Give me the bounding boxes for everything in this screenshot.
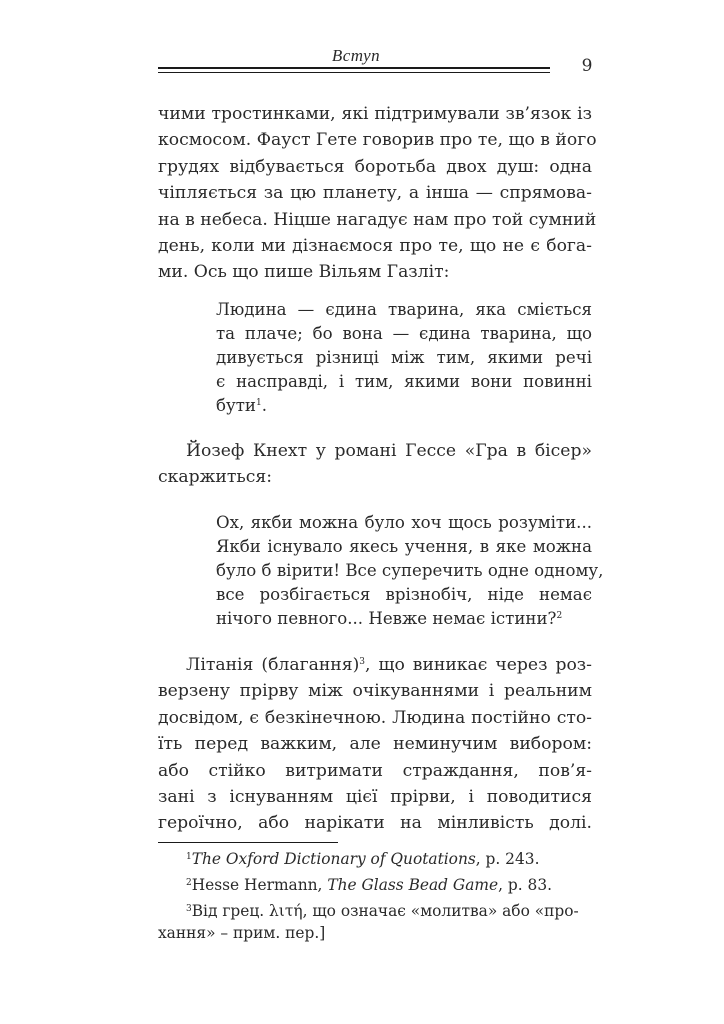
text-line: Йозеф Кнехт у романі Гессе «Гра в бісер»: [186, 441, 592, 461]
paragraph-1: [158, 101, 597, 286]
text-line: [158, 652, 592, 678]
footnote-mark: 1: [186, 852, 192, 862]
text-line: на в небеса. Ніцше нагадує нам про той сумний: [158, 209, 597, 230]
text-line: скаржиться:: [158, 467, 273, 488]
text-line: ми. Ось що пише Вільям Газліт:: [158, 262, 450, 283]
footnote-separator: [158, 842, 338, 843]
text-segment: , що виникає через роз-: [365, 655, 592, 675]
quote-text: бути: [216, 396, 256, 415]
text-line: їть перед важким, але неминучим вибором:: [158, 734, 592, 755]
footnote-ref-2: 2: [556, 611, 563, 621]
text-line: чими тростинками, які підтримували зв’язок із: [158, 104, 592, 124]
footnote-ref-3: 3: [359, 657, 366, 667]
paragraph-3: [158, 652, 592, 837]
footnote-author: Hesse Hermann,: [191, 876, 328, 894]
footnote-text: Від грец. λιτή, що означає «молитва» або «про-: [191, 902, 579, 920]
quote-line: Якби існувало якесь учення, в яке можна: [216, 537, 592, 556]
block-quote-1: [216, 298, 592, 418]
footnote-1: [186, 848, 539, 870]
quote-line: все розбігається врізнобіч, ніде немає: [216, 585, 592, 604]
text-line: зані з існуванням цієї прірви, і поводитися: [158, 787, 592, 808]
footnote-title: The Glass Bead Game: [327, 876, 499, 894]
text-line: грудях відбувається боротьба двох душ: одна: [158, 156, 592, 177]
page-number: 9: [581, 56, 593, 76]
text-line: верзену прірву між очікуваннями і реальним: [158, 681, 592, 702]
text-line: героїчно, або нарікати на мінливість долі.: [158, 813, 592, 834]
header-rule-thin: [158, 72, 550, 73]
footnote-text: , p. 83.: [498, 876, 553, 894]
quote-text: нічого певного... Невже немає істини?: [216, 609, 557, 628]
quote-line: Ох, якби можна було хоч щось розуміти...: [216, 513, 592, 532]
quote-line: є насправді, і тим, якими вони повинні: [216, 372, 592, 391]
quote-line: [216, 607, 592, 631]
quote-line: бути$^1$.: [216, 396, 268, 415]
text-line: день, коли ми дізнаємося про те, що не є бога-: [158, 236, 592, 257]
header-rule-thick: [158, 67, 550, 69]
text-line: досвідом, є безкінечною. Людина постійно сто-: [158, 707, 592, 728]
footnote-ref-1: 1: [256, 398, 262, 408]
paragraph-2: [158, 438, 592, 491]
quote-line: було б вірити! Все суперечить одне одному,: [216, 561, 604, 580]
footnote-3: [158, 900, 592, 944]
quote-line: дивується різниці між тим, якими речі: [216, 348, 592, 367]
footnote-mark: 2: [186, 878, 192, 888]
footnote-mark: 3: [186, 904, 192, 914]
quote-line: Людина — єдина тварина, яка сміється: [216, 300, 592, 319]
block-quote-2: [216, 511, 604, 631]
footnote-2: [186, 874, 552, 896]
quote-line: та плаче; бо вона — єдина тварина, що: [216, 324, 592, 343]
text-line: чіпляється за цю планету, а інша — спрямова-: [158, 183, 592, 204]
footnote-title: The Oxford Dictionary of Quotations: [191, 850, 476, 868]
text-line: космосом. Фауст Гете говорив про те, що в його: [158, 130, 597, 151]
text-line: або стійко витримати страждання, пов’я-: [158, 760, 592, 781]
header-title: Вступ: [331, 46, 381, 65]
text-segment: Літанія (благання): [186, 655, 360, 675]
footnote-text-continued: хання» – прим. пер.]: [158, 924, 326, 942]
footnote-text: , p. 243.: [475, 850, 540, 868]
